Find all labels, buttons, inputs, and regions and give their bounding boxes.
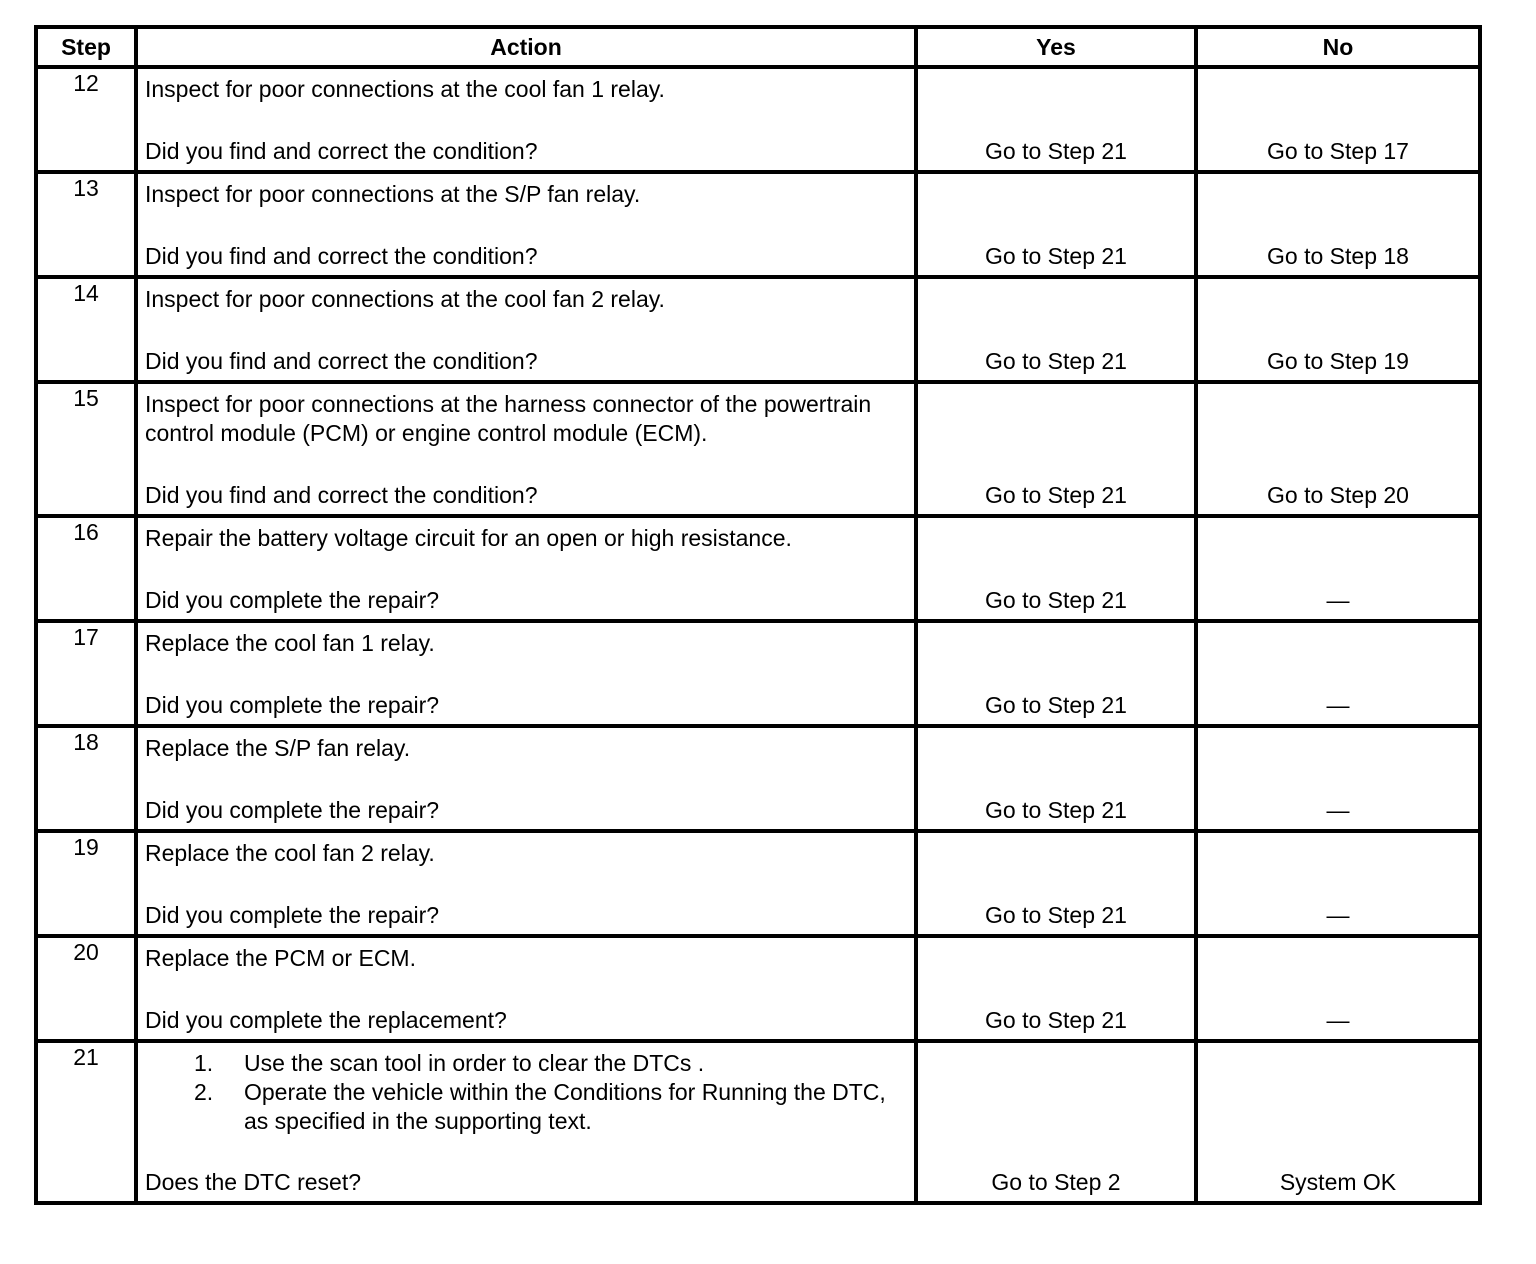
no-result: — [1326,1007,1350,1033]
step-number: 17 [36,621,136,726]
action-question: Did you complete the repair? [145,902,440,928]
action-question: Did you find and correct the condition? [145,348,538,374]
header-no: No [1196,27,1480,67]
no-cell [1196,382,1480,516]
action-question: Did you complete the replacement? [145,1007,507,1033]
yes-result: Go to Step 21 [985,587,1127,613]
action-cell [136,382,916,516]
header-step: Step [36,27,136,67]
step-number: 13 [36,172,136,277]
table-row [36,516,1480,621]
list-item-number: 2. [194,1079,214,1105]
no-cell [1196,516,1480,621]
yes-result: Go to Step 2 [991,1169,1121,1195]
step-number: 16 [36,516,136,621]
yes-cell [916,277,1196,382]
action-question: Does the DTC reset? [145,1169,362,1195]
step-number: 19 [36,831,136,936]
step-number: 18 [36,726,136,831]
diagnostic-table [34,25,1482,1205]
table-row [36,621,1480,726]
action-text: Inspect for poor connections at the cool fan 1 relay. [145,76,665,102]
action-cell [136,936,916,1041]
list-item [145,1078,908,1136]
action-question: Did you complete the repair? [145,587,440,613]
yes-cell [916,726,1196,831]
table-row [36,831,1480,936]
list-item-text: Use the scan tool in order to clear the DTCs . [244,1050,705,1076]
table-row [36,277,1480,382]
yes-cell [916,382,1196,516]
no-cell [1196,67,1480,172]
no-result: Go to Step 19 [1267,348,1409,374]
table-row [36,1041,1480,1203]
no-result: Go to Step 18 [1267,243,1409,269]
table-row [36,67,1480,172]
action-cell [136,621,916,726]
action-cell [136,277,916,382]
no-cell [1196,726,1480,831]
action-cell [136,172,916,277]
step-number: 20 [36,936,136,1041]
no-result: Go to Step 17 [1267,138,1409,164]
action-question: Did you find and correct the condition? [145,243,538,269]
action-cell [136,726,916,831]
action-list [145,1049,908,1136]
action-text: Replace the cool fan 1 relay. [145,630,435,656]
yes-cell [916,516,1196,621]
yes-cell [916,172,1196,277]
list-item [145,1049,908,1078]
no-result: Go to Step 20 [1267,482,1409,508]
no-cell [1196,831,1480,936]
no-cell [1196,1041,1480,1203]
yes-result: Go to Step 21 [985,348,1127,374]
action-question: Did you complete the repair? [145,797,440,823]
no-result: — [1326,692,1350,718]
table-row [36,936,1480,1041]
step-number: 12 [36,67,136,172]
action-text: Inspect for poor connections at the cool fan 2 relay. [145,286,665,312]
step-number: 21 [36,1041,136,1203]
action-list-wrap [145,1049,908,1136]
no-result: — [1326,797,1350,823]
yes-cell [916,831,1196,936]
action-text: Repair the battery voltage circuit for an open or high resistance. [145,525,792,551]
list-item-text: Operate the vehicle within the Conditions for Running the DTC, as specified in the supporting text. [244,1079,886,1134]
header-action: Action [136,27,916,67]
yes-result: Go to Step 21 [985,138,1127,164]
action-cell [136,831,916,936]
action-text: Inspect for poor connections at the harness connector of the powertrain control module (PCM) or engine control module (ECM). [145,391,872,446]
yes-result: Go to Step 21 [985,692,1127,718]
table-row [36,726,1480,831]
step-number: 15 [36,382,136,516]
yes-cell [916,621,1196,726]
action-cell [136,1041,916,1203]
yes-result: Go to Step 21 [985,1007,1127,1033]
no-cell [1196,277,1480,382]
list-item-number: 1. [194,1050,214,1076]
table-row [36,172,1480,277]
action-question: Did you find and correct the condition? [145,482,538,508]
action-cell [136,516,916,621]
yes-cell [916,936,1196,1041]
no-cell [1196,621,1480,726]
yes-result: Go to Step 21 [985,902,1127,928]
yes-result: Go to Step 21 [985,797,1127,823]
no-result: — [1326,902,1350,928]
action-text: Replace the PCM or ECM. [145,945,416,971]
yes-cell [916,67,1196,172]
yes-result: Go to Step 21 [985,482,1127,508]
no-cell [1196,172,1480,277]
action-text: Replace the S/P fan relay. [145,735,411,761]
no-result: — [1326,587,1350,613]
yes-result: Go to Step 21 [985,243,1127,269]
no-cell [1196,936,1480,1041]
action-cell [136,67,916,172]
action-question: Did you find and correct the condition? [145,138,538,164]
action-text: Inspect for poor connections at the S/P fan relay. [145,181,641,207]
yes-cell [916,1041,1196,1203]
action-question: Did you complete the repair? [145,692,440,718]
no-result: System OK [1279,1169,1397,1195]
table-row [36,382,1480,516]
step-number: 14 [36,277,136,382]
header-yes: Yes [916,27,1196,67]
header-row [36,27,1480,67]
action-text: Replace the cool fan 2 relay. [145,840,435,866]
